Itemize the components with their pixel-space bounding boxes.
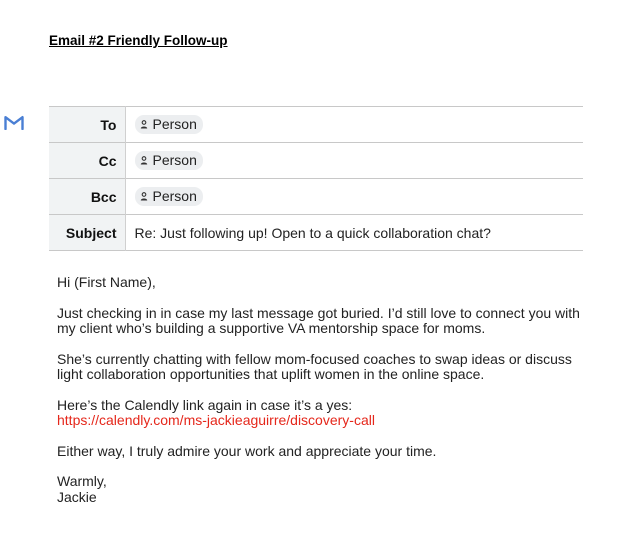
cc-label: Cc xyxy=(49,143,125,179)
recipient-chip-label: Person xyxy=(152,116,197,132)
subject-label: Subject xyxy=(49,215,125,251)
recipient-chip-to[interactable] xyxy=(135,115,203,134)
bcc-row xyxy=(49,179,583,215)
gmail-icon[interactable] xyxy=(4,115,24,130)
calendly-intro: Here’s the Calendly link again in case it’s a yes: xyxy=(57,396,353,413)
subject-row xyxy=(49,215,583,251)
recipient-chip-label: Person xyxy=(152,188,197,204)
document-title: Email #2 Friendly Follow-up xyxy=(49,33,228,48)
subject-field[interactable]: Re: Just following up! Open to a quick collaboration chat? xyxy=(134,224,491,241)
greeting: Hi (First Name), xyxy=(57,274,156,290)
cc-row xyxy=(49,143,583,179)
person-icon xyxy=(140,156,148,165)
calendly-link[interactable]: https://calendly.com/ms-jackieaguirre/discovery-call xyxy=(57,412,375,428)
signature-name: Jackie xyxy=(57,488,97,505)
to-row xyxy=(49,107,583,143)
signoff: Warmly, xyxy=(57,473,107,489)
calendly-paragraph xyxy=(57,398,597,429)
body-paragraph: She’s currently chatting with fellow mom-focused coaches to swap ideas or discuss light collaboration opportunities that uplift women in the online space. xyxy=(57,350,572,382)
cc-field[interactable] xyxy=(125,143,583,179)
person-icon xyxy=(140,192,148,201)
recipient-chip-label: Person xyxy=(152,152,197,168)
recipient-chip-cc[interactable] xyxy=(135,151,203,170)
body-paragraph: Just checking in in case my last message got buried. I’d still love to connect you with my client who’s building a supportive VA mentorship space for moms. xyxy=(57,304,580,336)
bcc-label: Bcc xyxy=(49,179,125,215)
bcc-field[interactable] xyxy=(125,179,583,215)
person-icon xyxy=(140,120,148,129)
recipient-chip-bcc[interactable] xyxy=(135,187,203,206)
email-header-table xyxy=(49,106,583,251)
email-body[interactable] xyxy=(57,275,597,520)
signature-block xyxy=(57,474,597,505)
body-paragraph: Either way, I truly admire your work and appreciate your time. xyxy=(57,442,437,459)
to-label: To xyxy=(49,107,125,143)
to-field[interactable] xyxy=(125,107,583,143)
